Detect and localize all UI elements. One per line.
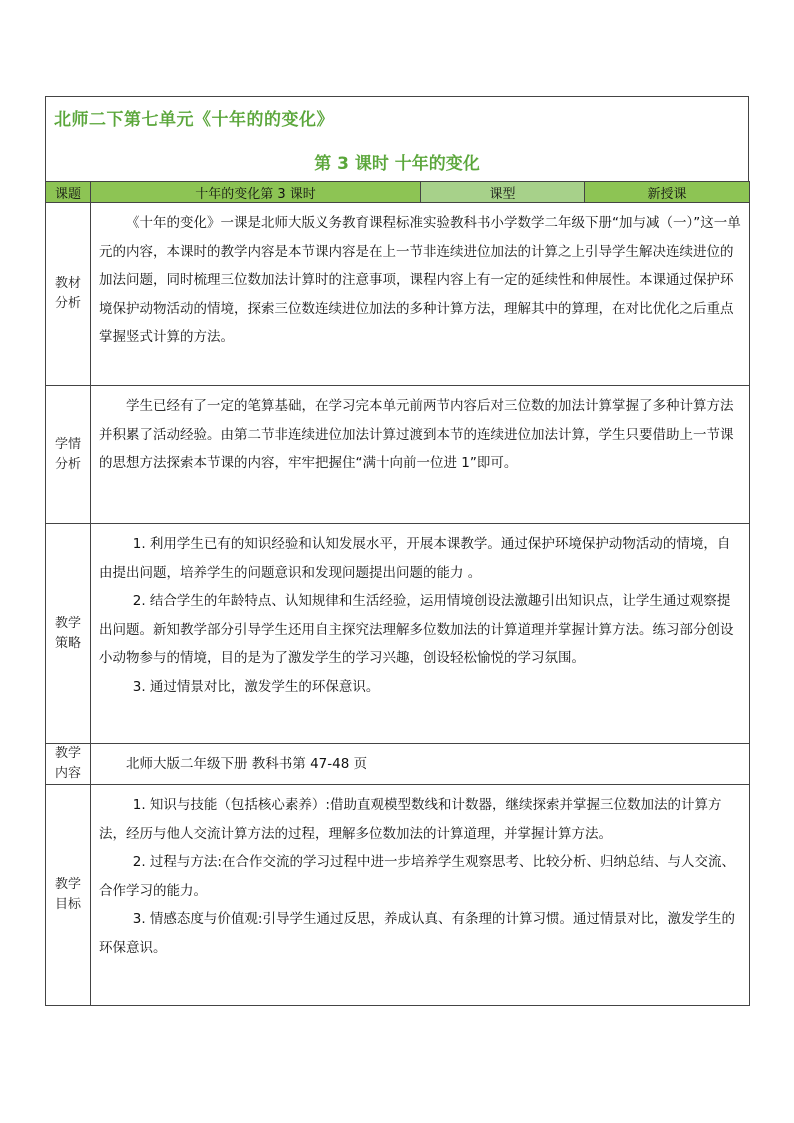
topic-label: 课题	[46, 182, 91, 203]
title-box	[45, 96, 749, 181]
student-analysis-row	[46, 386, 750, 524]
teaching-goals-label: 教学 目标	[46, 785, 91, 1006]
student-analysis-text: 学生已经有了一定的笔算基础，在学习完本单元前两节内容后对三位数的加法计算掌握了多种计算方法并积累了活动经验。由第二节非连续进位加法计算过渡到本节的连续进位加法计算，学生只要借助上一节课的思想方法探索本节课的内容，牢牢把握住“满十向前一位进 1”即可。	[99, 398, 734, 471]
goal-item: 2. 过程与方法:在合作交流的学习过程中进一步培养学生观察思考、比较分析、归纳总结、与人交流、合作学习的能力。	[99, 854, 735, 899]
goal-item: 3. 情感态度与价值观:引导学生通过反思，养成认真、有条理的计算习惯。通过情景对比，激发学生的环保意识。	[99, 911, 735, 956]
teaching-strategy-content	[91, 524, 750, 744]
lesson-plan-table	[45, 181, 750, 1006]
document-title: 北师二下第七单元《十年的的变化》	[54, 110, 334, 130]
teaching-strategy-label: 教学 策略	[46, 524, 91, 744]
type-label: 课型	[421, 182, 585, 203]
lesson-plan-sheet	[45, 96, 749, 1006]
info-row	[46, 182, 750, 203]
textbook-analysis-text: 《十年的变化》一课是北师大版义务教育课程标准实验教科书小学数学二年级下册“加与减（一）”这一单元的内容，本课时的教学内容是本节课内容是在上一节非连续进位加法的计算之上引导学生解决连续进位的加法问题，同时梳理三位数加法计算时的注意事项，课程内容上有一定的延续性和伸展性。本课通过保护环境保护动物活动的情境，探索三位数连续进位加法的多种计算方法，理解其中的算理，在对比优化之后重点掌握竖式计算的方法。	[99, 215, 741, 345]
textbook-analysis-content	[91, 203, 750, 386]
teaching-content-text: 北师大版二年级下册 教科书第 47-48 页	[126, 755, 368, 772]
strategy-item: 2. 结合学生的年龄特点、认知规律和生活经验，运用情境创设法激趣引出知识点，让学生通过观察提出问题。新知教学部分引导学生还用自主探究法理解多位数加法的计算道理并掌握计算方法。练习部分创设小动物参与的情境，目的是为了激发学生的学习兴趣，创设轻松愉悦的学习氛围。	[99, 593, 734, 666]
teaching-strategy-row	[46, 524, 750, 744]
teaching-content-row	[46, 744, 750, 785]
strategy-item: 3. 通过情景对比，激发学生的环保意识。	[132, 678, 380, 695]
strategy-item: 1. 利用学生已有的知识经验和认知发展水平，开展本课教学。通过保护环境保护动物活动的情境，自由提出问题，培养学生的问题意识和发现问题提出问题的能力 。	[99, 536, 731, 581]
goal-item: 1. 知识与技能（包括核心素养）:借助直观模型数线和计数器，继续探索并掌握三位数加法的计算方法，经历与他人交流计算方法的过程，理解多位数加法的计算道理，并掌握计算方法。	[99, 797, 722, 842]
textbook-analysis-row	[46, 203, 750, 386]
lesson-subtitle: 第 3 课时 十年的变化	[314, 154, 480, 174]
student-analysis-label: 学情 分析	[46, 386, 91, 524]
teaching-goals-row	[46, 785, 750, 1006]
teaching-goals-content	[91, 785, 750, 1006]
topic-value: 十年的变化第 3 课时	[91, 182, 421, 203]
type-value: 新授课	[585, 182, 750, 203]
student-analysis-content	[91, 386, 750, 524]
teaching-content-label: 教学 内容	[46, 744, 91, 785]
textbook-analysis-label: 教材 分析	[46, 203, 91, 386]
teaching-content-content	[91, 744, 750, 785]
